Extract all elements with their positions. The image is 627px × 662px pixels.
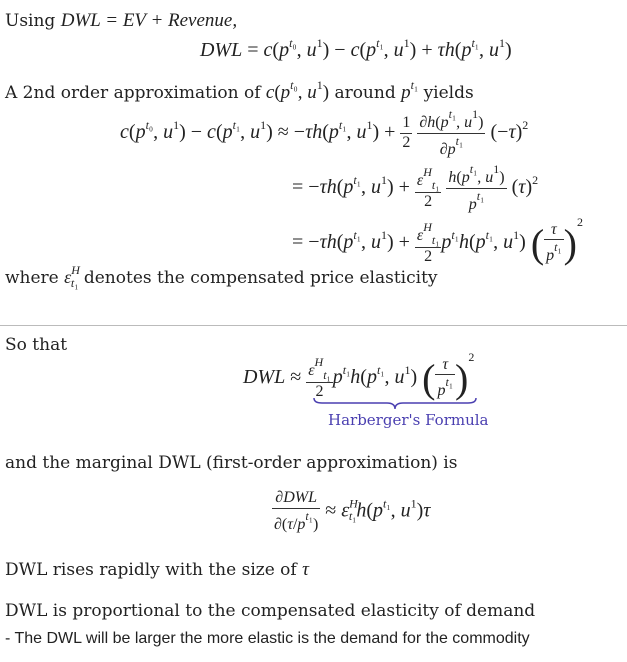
bullet-note: - The DWL will be larger the more elastic is the demand for the commodity bbox=[5, 630, 530, 647]
intro-line bbox=[5, 10, 237, 32]
marginal-text: and the marginal DWL (first-order approximation) is bbox=[5, 453, 458, 473]
dwl-equation: DWL = $c(p^{t_0}$, $u^1) - c(p^{t_1}$, $u^1) + \tau h(p^{t_1}$, $u^1$) bbox=[200, 36, 512, 61]
tau-symbol: τ bbox=[302, 559, 309, 580]
approx-yields: yields bbox=[423, 83, 474, 103]
approx-prefix: A 2nd order approximation of bbox=[5, 83, 261, 103]
dwl-rises-text: DWL rises rapidly with the size of bbox=[5, 560, 297, 580]
dwl-symbol: DWL bbox=[243, 366, 286, 388]
approx-row-1: $c(p^{t_0}$, $u^1) - c(p^{t_1}$, $u^1) \approx -\tau h(p^{t_1}$, $u^1$) + $\frac{1}{2}$ $\frac{\partial h(p^{t_1}, u^1)}{\partial p^{t_1}}$ $(-\tau)^2$ bbox=[120, 107, 529, 158]
where-line: where $\varepsilon^H_{t_1}$ denotes the compensated price elasticity bbox=[5, 263, 438, 290]
intro-equation: DWL = EV + Revenue, bbox=[60, 10, 238, 31]
so-that-label: So that bbox=[5, 335, 68, 355]
marginal-equation: $\frac{\text{∂DWL}}{\partial(\tau/p^{t_1})}$ ≈ $\varepsilon^H_{t_1}h(p^{t_1}$, $u^1)\tau$ bbox=[274, 489, 431, 533]
approx-line: A 2nd order approximation of $c(p^{t_0}$, $u^1$) around $p^{t_1}$ yields bbox=[5, 78, 474, 103]
approx-row-3: = $-\tau h(p^{t_1}$, $u^1$) + $\frac{\varepsilon^H_{t_1}}{2}$ $p^{t_1}h(p^{t_1}$, $u^1$) ( $\frac{\tau}{p^{t_1}}$ )$^2$ bbox=[292, 215, 583, 266]
dwl-lhs: DWL bbox=[200, 39, 243, 61]
section-divider bbox=[0, 325, 627, 326]
dwl-proportional: DWL is proportional to the compensated elasticity of demand bbox=[5, 601, 536, 621]
approx-row-2: = $-\tau h(p^{t_1}$, $u^1$) + $\frac{\varepsilon^H_{t_1}}{2}$ $\frac{h(p^{t_1}, u^1)}{p^{t_1}}$ $(\tau)^2$ bbox=[292, 162, 539, 213]
underbrace bbox=[312, 397, 478, 411]
where-suffix: denotes the compensated price elasticity bbox=[83, 268, 438, 288]
where-prefix: where bbox=[5, 268, 59, 288]
intro-prefix: Using bbox=[5, 11, 56, 31]
approx-around: around bbox=[334, 83, 396, 103]
harberger-label: Harberger's Formula bbox=[328, 411, 489, 429]
harberger-formula: DWL ≈ $\frac{\varepsilon^H_{t_1}}{2}$ $p^{t_1}h(p^{t_1}$, $u^1$) ( $\frac{\tau}{p^{t_1}}$ )$^2$ bbox=[243, 350, 475, 401]
dwl-rises-line bbox=[5, 559, 309, 581]
